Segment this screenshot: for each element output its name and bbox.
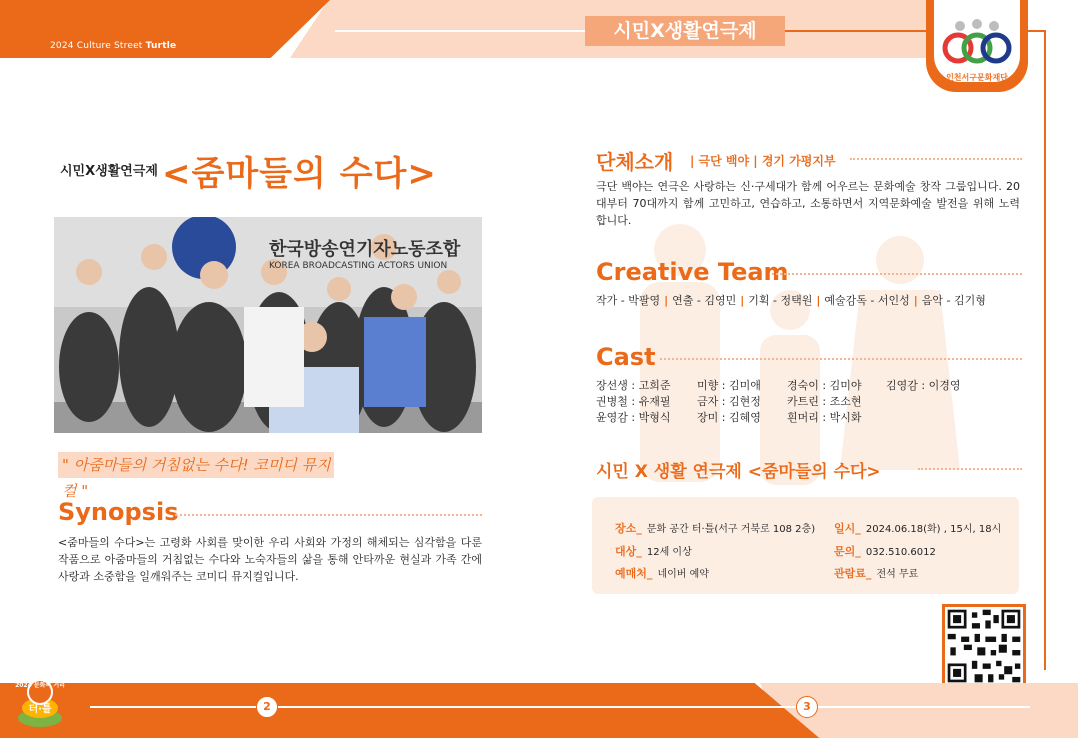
cast-entry: 금자 : 김현정 [697,395,761,408]
cast-heading: Cast [596,343,656,371]
fee-row: 관람료_ 전석 무료 [834,567,919,580]
audience-row: 대상_ 12세 이상 [615,545,692,558]
credit-director: 연출 - 김영민 [672,294,737,307]
booking-qr-code[interactable] [942,604,1026,688]
group-dotted-rule [850,158,1022,160]
synopsis-dotted-rule [175,514,482,516]
booking-row: 예매처_ 네이버 예약 [615,567,709,580]
credit-planner: 기획 - 정택원 [748,294,813,307]
photo-banner-subtext: KOREA BROADCASTING ACTORS UNION [269,261,448,271]
cast-entry: 경숙이 : 김미야 [787,379,862,392]
tagline-quote: " 아줌마들의 거침없는 수다! 코미디 뮤지컬 " [58,452,334,478]
foundation-logo-text: 인천서구문화재단 [946,73,1008,82]
cast-entry: 장미 : 김혜영 [697,411,761,424]
credit-writer: 작가 - 박팔영 [596,294,661,307]
cast-group-photo [54,217,482,433]
cast-entry: 미향 : 김미애 [697,379,761,392]
event-title: 시민 X 생활 연극제 <줌마들의 수다> [596,462,881,482]
event-dotted-rule [918,468,1022,470]
play-title: <줌마들의 수다> [162,154,437,194]
culture-street-badge [8,678,72,728]
synopsis-text: <줌마들의 수다>는 고령화 사회를 맞이한 우리 사회와 가정의 해체되는 심각함을 다룬 작품으로 아줌마들의 거침없는 수다와 노숙자들의 삶을 통해 안타까운 현실과 가족 간에 사랑과 소중함을 일깨워주는 코미디 뮤지컬입니다. [58,536,482,583]
festival-brand: 시민X생활연극제 [60,164,158,179]
qr-code-icon [945,607,1023,685]
group-intro-subheading: | 극단 백야 | 경기 가평지부 [690,154,836,168]
header-title: 시민X생활연극제 [613,20,757,42]
footer-rule [90,706,1030,708]
cast-entry: 카트린 : 조소현 [787,395,862,408]
creative-team-heading: Creative Team [596,258,789,286]
header-caption: 2024 Culture Street Turtle [50,41,177,51]
group-intro-text: 극단 백야는 연극은 사랑하는 신·구세대가 함께 어우르는 문화예술 창작 그룹입니다. 20대부터 70대까지 함께 고민하고, 연습하고, 소통하면서 지역문화예술 발전을 위해 노력합니다. [596,180,1020,227]
badge-top-text: 2024 문화의 거리 [15,682,65,689]
synopsis-heading: Synopsis [58,498,179,526]
badge-main-text: 터·틀 [28,704,52,715]
cast-entry: 윤영감 : 박형식 [596,411,671,424]
frame-line-right [1044,30,1046,670]
venue-row: 장소_ 문화 공간 터·틀(서구 거북로 108 2층) [615,522,816,535]
credit-music: 음악 - 김기형 [921,294,986,307]
foundation-logo-panel [934,0,1020,82]
creative-team-list: 작가 - 박팔영 | 연출 - 김영민 | 기획 - 정택원 | 예술감독 - 서인성 | 음악 - 김기형 [596,294,986,307]
cast-entry: 권병철 : 유재필 [596,395,671,408]
page-number-left: 2 [256,696,278,718]
cast-entry: 장선생 : 고희준 [596,379,671,392]
group-intro-heading: 단체소개 [596,150,674,174]
cast-entry: 김영감 : 이경영 [886,379,961,392]
cast-entry: 흰머리 : 박시화 [787,411,862,424]
creative-dotted-rule [772,273,1022,275]
contact-row: 문의_ 032.510.6012 [834,545,936,558]
foundation-logo-icon [934,0,1020,70]
credit-art-director: 예술감독 - 서인성 [824,294,910,307]
date-row: 일시_ 2024.06.18(화) , 15시, 18시 [834,522,1002,535]
photo-banner-text: 한국방송연기자노동조합 [269,239,461,260]
page-number-right: 3 [796,696,818,718]
cast-dotted-rule [660,358,1022,360]
